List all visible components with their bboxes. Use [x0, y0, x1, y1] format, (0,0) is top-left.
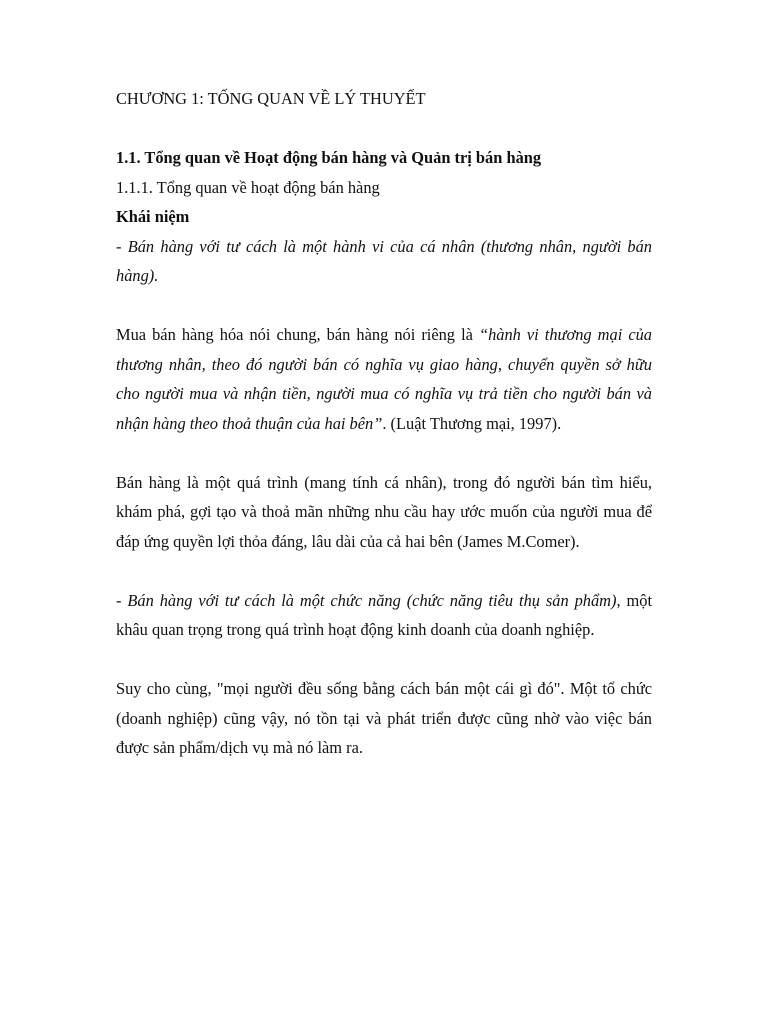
- concept-heading: Khái niệm: [116, 207, 190, 226]
- law-quote: “hành vi thương mại của thương nhân, theo đó người bán có nghĩa vụ giao hàng, chuyển quyền sở hữu cho người mua và nhận tiền, người mua có nghĩa vụ trả tiền cho người bán và nhận hàng theo thoả thuận của hai bên”: [116, 325, 652, 433]
- italic-definition: Bán hàng với tư cách là một chức năng (chức năng tiêu thụ sản phẩm): [127, 590, 617, 610]
- citation-text: . (Luật Thương mại, 1997).: [382, 413, 562, 433]
- paragraph-lead-text: Mua bán hàng hóa nói chung, bán hàng nói riêng là: [116, 325, 479, 344]
- paragraph-sales-as-function: [116, 586, 652, 645]
- subsection-title: 1.1.1. Tổng quan về hoạt động bán hàng: [116, 177, 380, 197]
- paragraph-everyone-sells: Suy cho cùng, "mọi người đều sống bằng cách bán một cái gì đó". Một tổ chức (doanh nghiệp) cũng vậy, nó tồn tại và phát triển được cũng nhờ vào việc bán được sản phẩm/dịch vụ mà nó làm ra.: [116, 679, 652, 757]
- list-dash: -: [116, 236, 128, 256]
- paragraph-tail-text: , một khâu quan trọng trong quá trình hoạt động kinh doanh của doanh nghiệp.: [116, 590, 652, 639]
- section-title: 1.1. Tổng quan về Hoạt động bán hàng và Quản trị bán hàng: [116, 148, 542, 167]
- chapter-title: CHƯƠNG 1: TỐNG QUAN VỀ LÝ THUYẾT: [116, 89, 426, 108]
- paragraph-sales-process-definition: Bán hàng là một quá trình (mang tính cá nhân), trong đó người bán tìm hiểu, khám phá, gợi tạo và thoả mãn những nhu cầu hay ước muốn của người mua để đáp ứng quyền lợi thỏa đáng, lâu dài của cả hai bên (James M.Comer).: [116, 472, 652, 551]
- paragraph-commercial-law-definition: [116, 320, 652, 438]
- document-page: [116, 84, 652, 763]
- list-dash: -: [116, 590, 128, 610]
- paragraph-sales-as-individual-behavior: [116, 232, 652, 291]
- italic-definition: Bán hàng với tư cách là một hành vi của cá nhân (thương nhân, người bán hàng).: [116, 236, 652, 285]
